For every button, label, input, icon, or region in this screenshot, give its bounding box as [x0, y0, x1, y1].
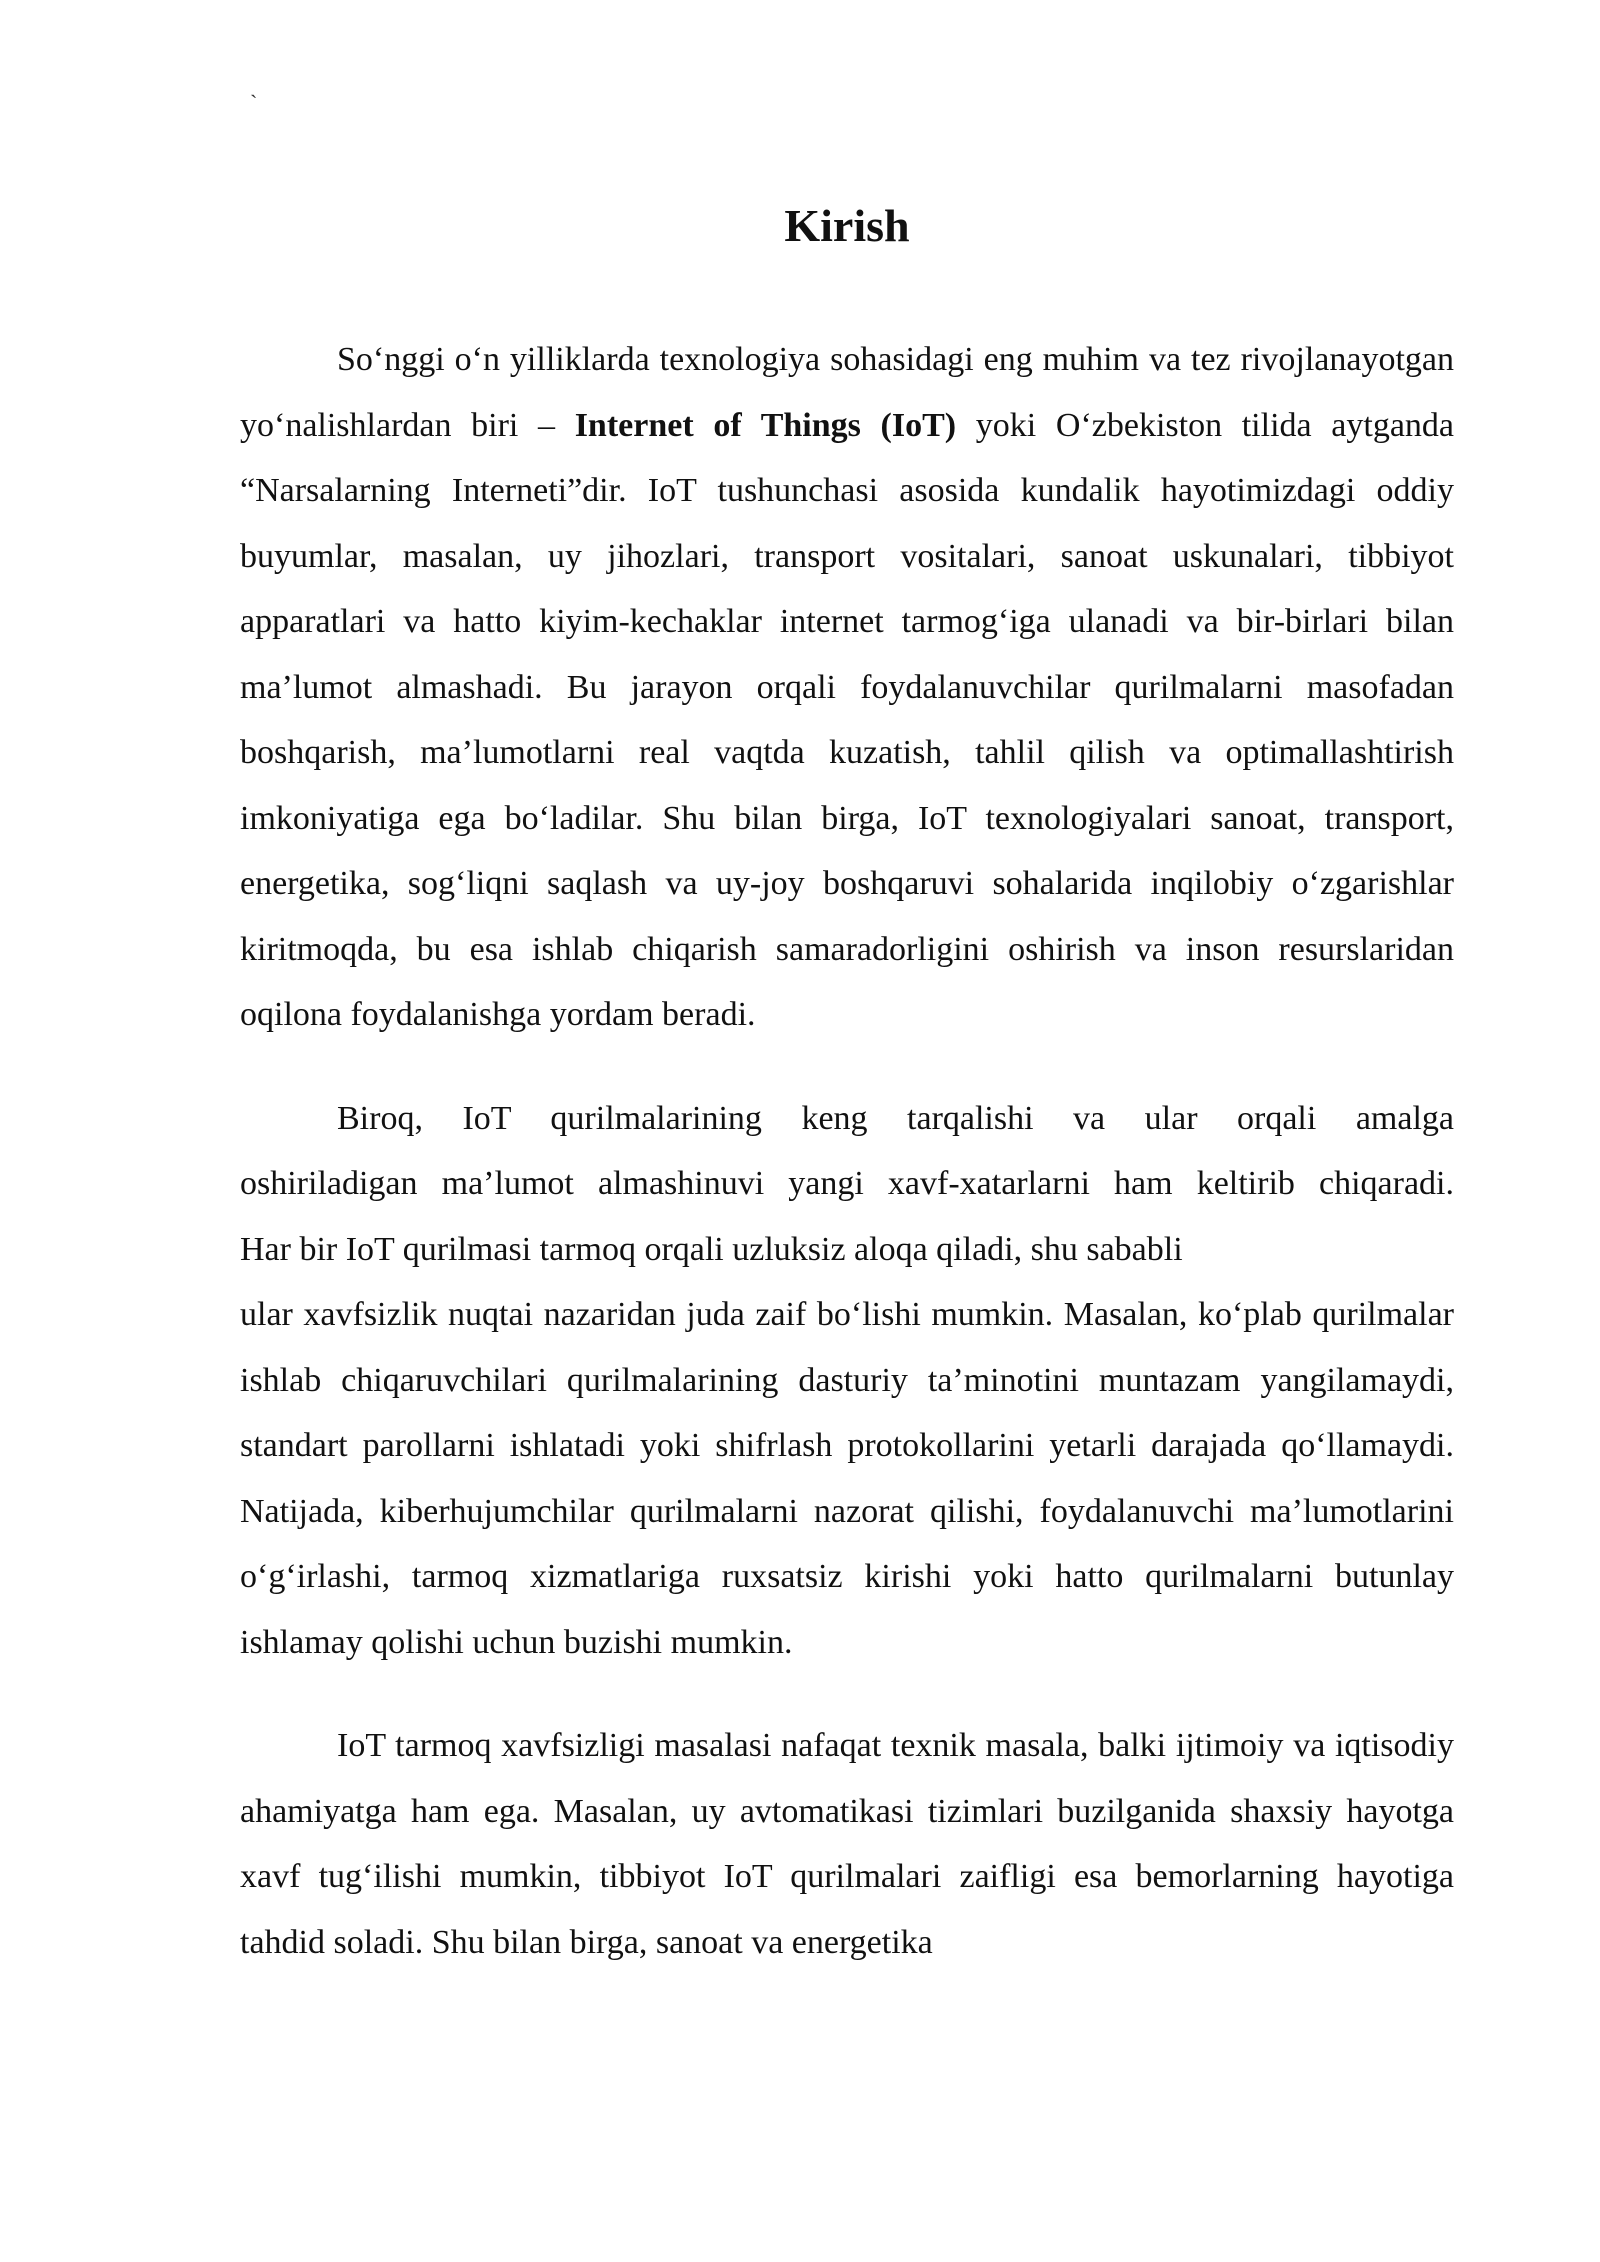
paragraph-risks-line-2: oshiriladigan ma’lumot almashinuvi yangi xavf-xatarlarni ham keltirib chiqaradi. — [240, 1165, 1454, 1202]
paragraph-intro-text-start: So‘nggi o‘n yilliklarda texnologiya sohasidagi eng muhim va tez rivojlanayotgan yo‘nalishlardan biri – — [240, 341, 1454, 444]
paragraph-significance: IoT tarmoq xavfsizligi masalasi nafaqat texnik masala, balki ijtimoiy va iqtisodiy ahamiyatga ham ega. Masalan, uy avtomatikasi tizimlari buzilganida shaxsiy hayotga xavf tug‘ilishi mumkin, tibbiyot IoT qurilmalari zaifligi esa bemorlarning hayotiga tahdid soladi. Shu bilan birga, sanoat va energetika — [240, 1727, 1454, 1961]
paragraph-intro-text-end: yoki O‘zbekiston tilida aytganda “Narsalarning Interneti”dir. IoT tushunchasi asosida kundalik hayotimizdagi oddiy buyumlar, masalan, uy jihozlari, transport vositalari, sanoat uskunalari, tibbiyot apparatlari va hatto kiyim-kechaklar internet tarmog‘iga ulanadi va bir-birlari bilan ma’lumot almashadi. Bu jarayon orqali foydalanuvchilar qurilmalarni masofadan boshqarish, ma’lumotlarni real vaqtda kuzatish, tahlil qilish va optimallashtirish imkoniyatiga ega bo‘ladilar. Shu bilan birga, IoT texnologiyalari sanoat, transport, energetika, sog‘liqni saqlash va uy-joy boshqaruvi sohalarida inqilobiy o‘zgarishlar kiritmoqda, bu esa ishlab chiqarish samaradorligini oshirish va inson resurslaridan oqilona foydalanishga yordam beradi. — [240, 406, 1454, 1033]
stray-mark: ` — [250, 90, 258, 115]
document-body — [240, 327, 1454, 2013]
bold-term-iot: Internet of Things (IoT) — [574, 406, 957, 444]
paragraph-risks-line-3: Har bir IoT qurilmasi tarmoq orqali uzluksiz aloqa qiladi, shu sababli — [240, 1230, 1183, 1268]
paragraph-risks — [240, 1086, 1454, 1676]
paragraph-risks-rest: ular xavfsizlik nuqtai nazaridan juda zaif bo‘lishi mumkin. Masalan, ko‘plab qurilmalar ishlab chiqaruvchilari qurilmalarining dasturiy ta’minotini muntazam yangilamaydi, standart parollarni ishlatadi yoki shifrlash protokollarini yetarli darajada qo‘llamaydi. Natijada, kiberhujumchilar qurilmalarni nazorat qilishi, foydalanuvchi ma’lumotlarini o‘g‘irlashi, tarmoq xizmatlariga ruxsatsiz kirishi yoki hatto qurilmalarni butunlay ishlamay qolishi uchun buzishi mumkin. — [240, 1296, 1454, 1661]
paragraph-intro — [240, 327, 1454, 1048]
paragraph-risks-line-1: Biroq, IoT qurilmalarining keng tarqalishi va ular orqali amalga — [337, 1099, 1454, 1137]
page-title: Kirish — [784, 200, 910, 251]
